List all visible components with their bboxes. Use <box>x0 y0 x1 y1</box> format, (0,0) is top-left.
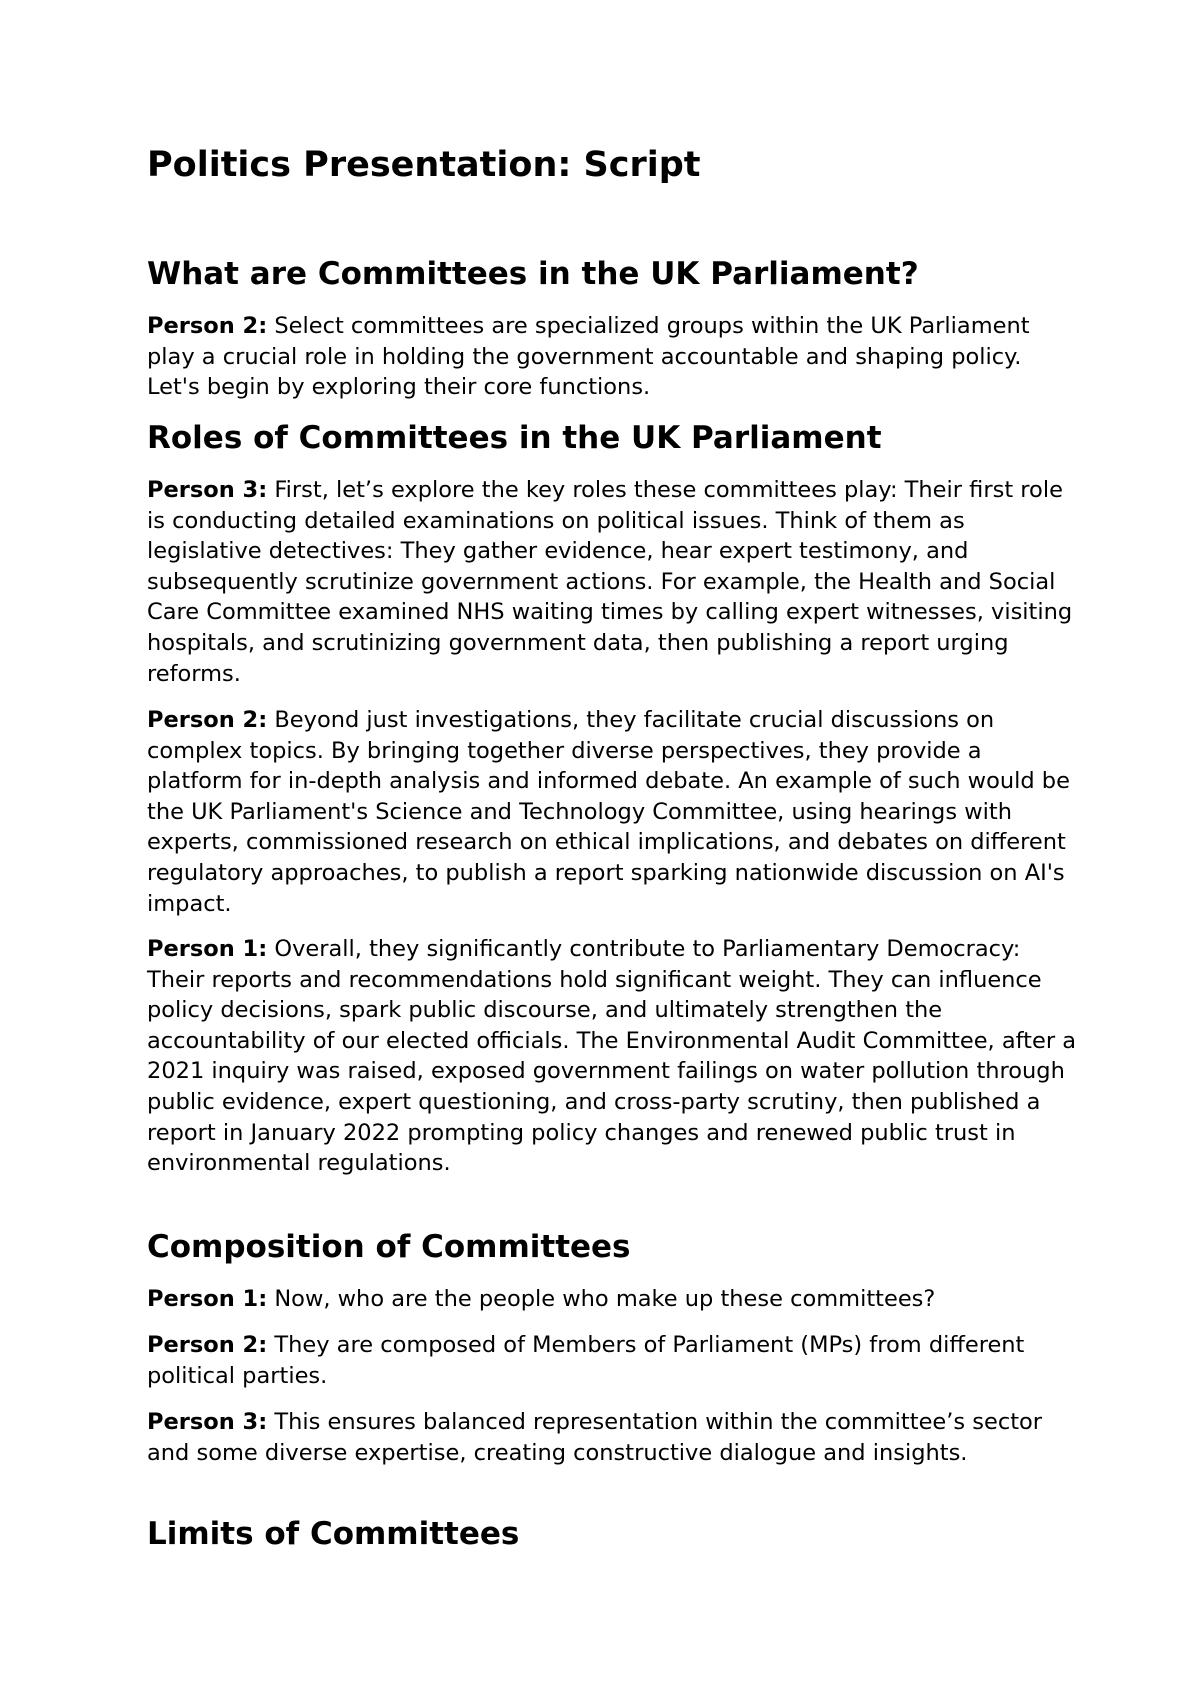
paragraph-text: They are composed of Members of Parliament (MPs) from different political parties. <box>147 1332 1025 1389</box>
section-heading-roles-of-committees: Roles of Committees in the UK Parliament <box>147 420 882 456</box>
script-paragraph <box>147 311 1077 403</box>
script-paragraph <box>147 705 1077 919</box>
paragraph-text: Beyond just investigations, they facilitate crucial discussions on complex topics. By bringing together diverse perspectives, they provide a platform for in-depth analysis and informed debate. An example of such would be the UK Parliament's Science and Technology Committee, using hearings with experts, commissioned research on ethical implications, and debates on different regulatory approaches, to publish a report sparking nationwide discussion on AI's impact. <box>147 707 1070 917</box>
speaker-label: Person 3: <box>147 477 268 503</box>
speaker-label: Person 2: <box>147 707 268 733</box>
section-heading-what-are-committees: What are Committees in the UK Parliament? <box>147 256 919 292</box>
paragraph-text: First, let’s explore the key roles these committees play: Their first role is conducting detailed examinations on political issues. Think of them as legislative detectives: They gather evidence, hear expert testimony, and subsequently scrutinize government actions. For example, the Health and Social Care Committee examined NHS waiting times by calling expert witnesses, visiting hospitals, and scrutinizing government data, then publishing a report urging reforms. <box>147 477 1073 687</box>
script-paragraph <box>147 1407 1077 1468</box>
paragraph-text: Overall, they significantly contribute to Parliamentary Democracy: Their reports and recommendations hold significant weight. They can influence policy decisions, spark public discourse, and ultimately strengthen the accountability of our elected officials. The Environmental Audit Committee, after a 2021 inquiry was raised, exposed government failings on water pollution through public evidence, expert questioning, and cross-party scrutiny, then published a report in January 2022 prompting policy changes and renewed public trust in environmental regulations. <box>147 936 1077 1177</box>
speaker-label: Person 2: <box>147 1332 268 1358</box>
document-title: Politics Presentation: Script <box>147 145 701 185</box>
script-paragraph <box>147 934 1077 1179</box>
section-heading-composition-of-committees: Composition of Committees <box>147 1229 631 1265</box>
paragraph-text: Select committees are specialized groups within the UK Parliament play a crucial role in holding the government accountable and shaping policy. Let's begin by exploring their core functions. <box>147 313 1030 401</box>
speaker-label: Person 3: <box>147 1409 268 1435</box>
script-paragraph <box>147 1330 1077 1391</box>
speaker-label: Person 2: <box>147 313 268 339</box>
speaker-label: Person 1: <box>147 936 268 962</box>
script-paragraph <box>147 475 1077 689</box>
paragraph-text: Now, who are the people who make up these committees? <box>267 1286 936 1312</box>
speaker-label: Person 1: <box>147 1286 268 1312</box>
script-paragraph <box>147 1284 1077 1315</box>
paragraph-text: This ensures balanced representation within the committee’s sector and some diverse expertise, creating constructive dialogue and insights. <box>147 1409 1043 1466</box>
section-heading-limits-of-committees: Limits of Committees <box>147 1516 520 1552</box>
